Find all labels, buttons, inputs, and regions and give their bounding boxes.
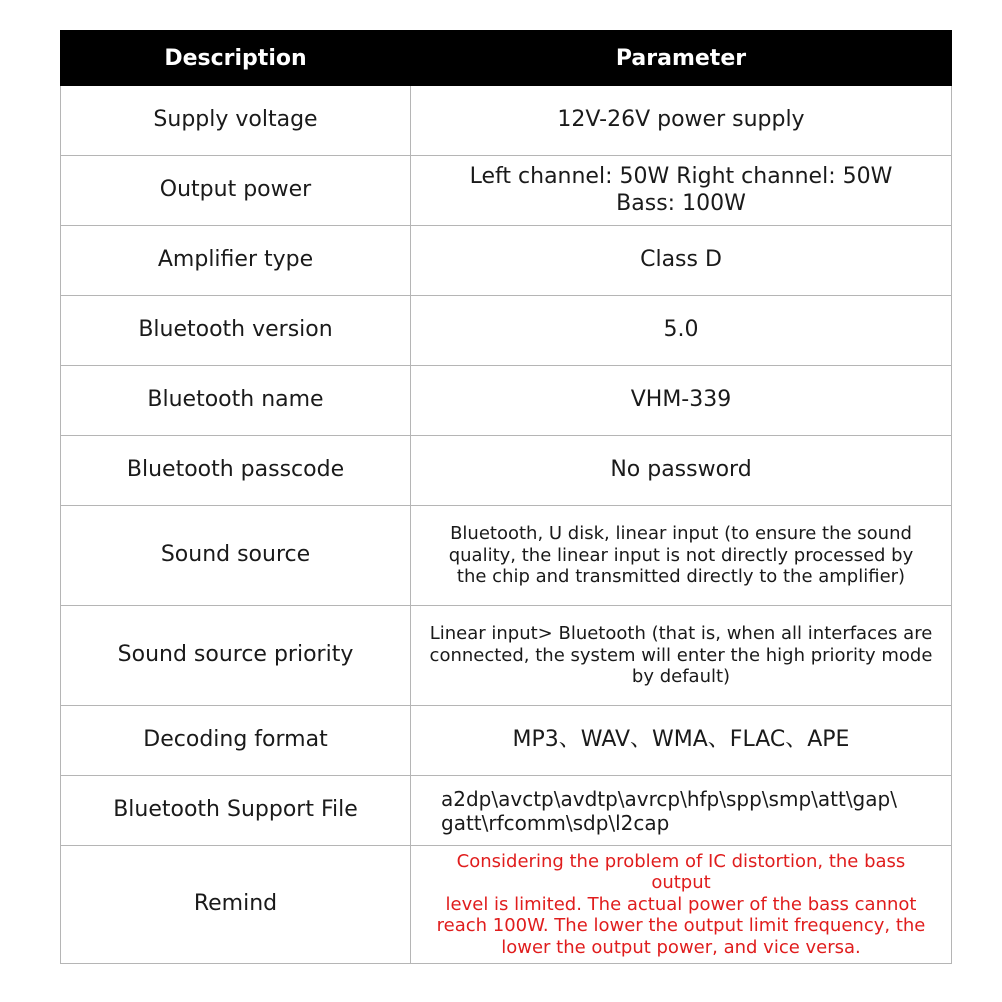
row-description: Bluetooth passcode	[61, 436, 411, 506]
row-parameter	[411, 86, 952, 156]
parameter-line: connected, the system will enter the high priority mode	[429, 644, 933, 666]
parameter-line: quality, the linear input is not directly processed by	[448, 544, 914, 566]
table-row	[61, 706, 952, 776]
row-parameter	[411, 296, 952, 366]
parameter-line: MP3、WAV、WMA、FLAC、APE	[512, 727, 850, 753]
table-row	[61, 776, 952, 846]
table-row	[61, 86, 952, 156]
row-description: Decoding format	[61, 706, 411, 776]
row-description: Sound source	[61, 506, 411, 606]
header-description: Description	[61, 31, 411, 86]
row-description: Sound source priority	[61, 606, 411, 706]
row-parameter	[411, 156, 952, 226]
table-header-row	[61, 31, 952, 86]
parameter-line: by default)	[631, 666, 731, 688]
row-parameter	[411, 776, 952, 846]
parameter-line: Bass: 100W	[616, 190, 746, 216]
spec-table	[60, 30, 952, 964]
table-row	[61, 436, 952, 506]
parameter-line: Left channel: 50W Right channel: 50W	[469, 164, 893, 190]
parameter-line: 12V-26V power supply	[557, 107, 805, 133]
table-row	[61, 226, 952, 296]
parameter-line: No password	[610, 457, 752, 483]
row-description: Bluetooth Support File	[61, 776, 411, 846]
header-parameter: Parameter	[411, 31, 952, 86]
row-parameter	[411, 366, 952, 436]
table-row-remind	[61, 846, 952, 964]
parameter-line: Considering the problem of IC distortion, the bass output	[456, 850, 906, 894]
table-row	[61, 156, 952, 226]
parameter-line: Bluetooth, U disk, linear input (to ensure the sound	[450, 523, 912, 545]
remind-note	[411, 846, 952, 964]
row-description: Supply voltage	[61, 86, 411, 156]
parameter-line: lower the output power, and vice versa.	[501, 936, 861, 958]
table-row	[61, 506, 952, 606]
row-parameter	[411, 606, 952, 706]
parameter-line: Linear input> Bluetooth (that is, when all interfaces are	[429, 623, 933, 645]
parameter-line: gatt\rfcomm\sdp\l2cap	[441, 810, 670, 835]
row-description: Bluetooth name	[61, 366, 411, 436]
parameter-line: level is limited. The actual power of the bass cannot	[445, 893, 917, 915]
row-parameter	[411, 706, 952, 776]
row-parameter	[411, 506, 952, 606]
row-description: Amplifier type	[61, 226, 411, 296]
row-description: Output power	[61, 156, 411, 226]
row-parameter	[411, 436, 952, 506]
table-row	[61, 606, 952, 706]
parameter-line: 5.0	[663, 317, 699, 343]
parameter-line: a2dp\avctp\avdtp\avrcp\hfp\spp\smp\att\gap\	[441, 786, 897, 811]
parameter-line: reach 100W. The lower the output limit frequency, the	[436, 915, 926, 937]
parameter-line: Class D	[640, 247, 722, 273]
row-description: Remind	[61, 846, 411, 964]
row-parameter	[411, 226, 952, 296]
table-row	[61, 366, 952, 436]
parameter-line: the chip and transmitted directly to the amplifier)	[456, 566, 906, 588]
row-description: Bluetooth version	[61, 296, 411, 366]
table-row	[61, 296, 952, 366]
parameter-line: VHM-339	[630, 387, 732, 413]
